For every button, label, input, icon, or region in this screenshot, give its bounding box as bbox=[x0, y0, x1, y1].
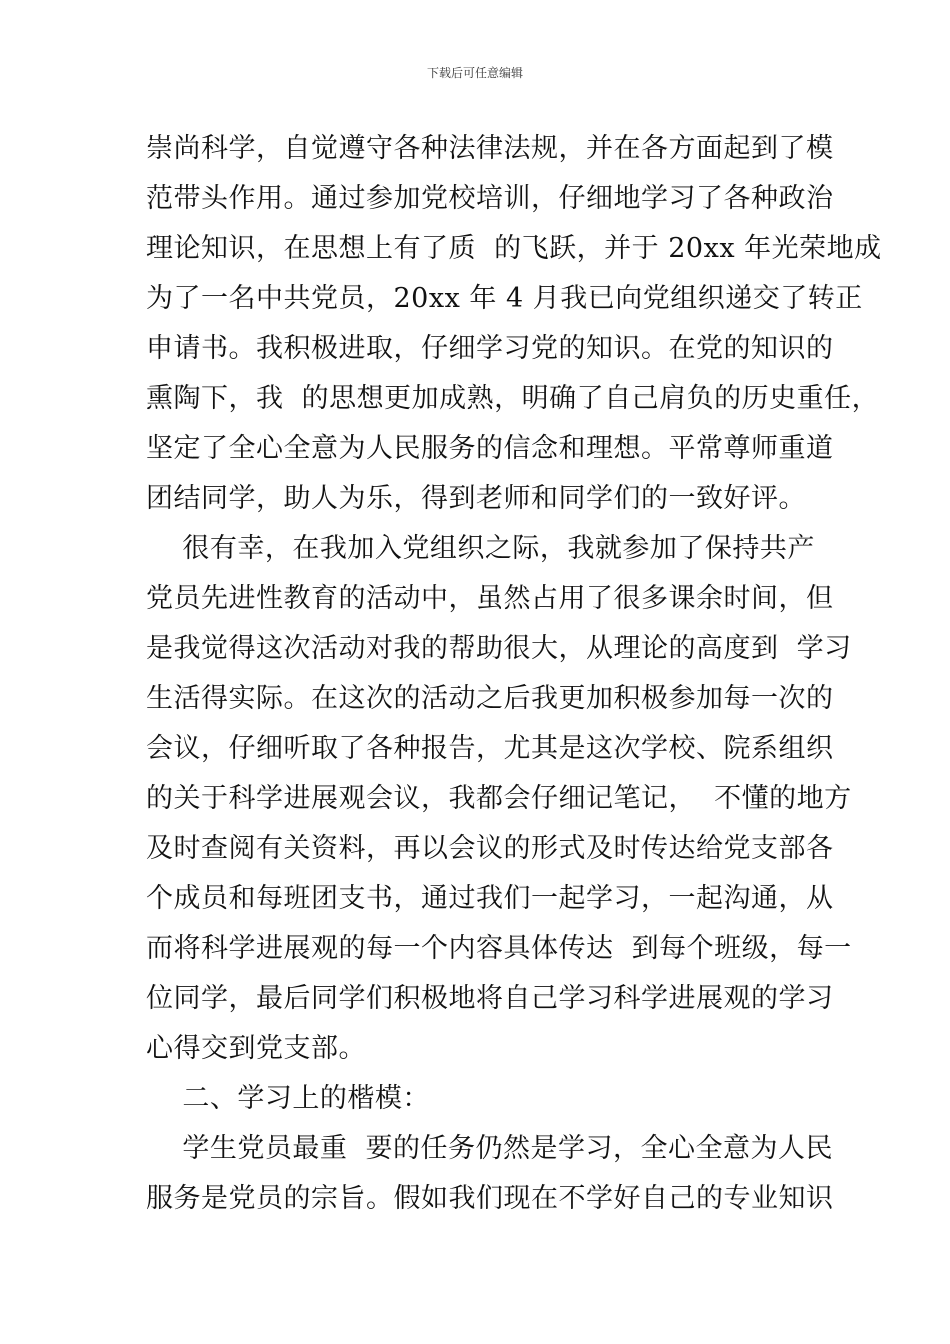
body-line: 及时查阅有关资料，再以会议的形式及时传达给党支部各 bbox=[146, 833, 834, 864]
body-line: 崇尚科学，自觉遵守各种法律法规，并在各方面起到了模 bbox=[146, 133, 834, 164]
body-line: 服务是党员的宗旨。假如我们现在不学好自己的专业知识 bbox=[146, 1183, 834, 1214]
body-line: 党员先进性教育的活动中，虽然占用了很多课余时间，但 bbox=[146, 583, 834, 614]
body-line: 为了一名中共党员，20xx 年 4 月我已向党组织递交了转正 bbox=[146, 283, 863, 314]
body-line: 生活得实际。在这次的活动之后我更加积极参加每一次的 bbox=[146, 683, 834, 714]
page-header: 下载后可任意编辑 bbox=[426, 66, 523, 80]
document-body bbox=[146, 124, 882, 1224]
body-line: 团结同学，助人为乐，得到老师和同学们的一致好评。 bbox=[146, 483, 806, 514]
body-line: 会议，仔细听取了各种报告，尤其是这次学校、院系组织 bbox=[146, 733, 834, 764]
body-line: 坚定了全心全意为人民服务的信念和理想。平常尊师重道 bbox=[146, 433, 834, 464]
body-line: 而将科学进展观的每一个内容具体传达 到每个班级，每一 bbox=[146, 933, 852, 964]
body-line: 位同学，最后同学们积极地将自己学习科学进展观的学习 bbox=[146, 983, 834, 1014]
body-line: 理论知识，在思想上有了质 的飞跃，并于 20xx 年光荣地成 bbox=[146, 233, 882, 264]
body-line: 范带头作用。通过参加党校培训，仔细地学习了各种政治 bbox=[146, 183, 834, 214]
body-line: 熏陶下，我 的思想更加成熟，明确了自己肩负的历史重任， bbox=[146, 383, 880, 414]
body-line: 申请书。我积极进取，仔细学习党的知识。在党的知识的 bbox=[146, 333, 834, 364]
body-line: 的关于科学进展观会议，我都会仔细记笔记， 不懂的地方 bbox=[146, 783, 852, 814]
paragraph-start-line: 学生党员最重 要的任务仍然是学习，全心全意为人民 bbox=[146, 1133, 833, 1164]
body-line: 是我觉得这次活动对我的帮助很大，从理论的高度到 学习 bbox=[146, 633, 852, 664]
paragraph-start-line: 很有幸，在我加入党组织之际，我就参加了保持共产 bbox=[146, 533, 815, 564]
body-line: 心得交到党支部。 bbox=[146, 1033, 366, 1064]
body-line: 个成员和每班团支书，通过我们一起学习，一起沟通，从 bbox=[146, 883, 834, 914]
section-heading: 二、学习上的楷模： bbox=[146, 1083, 430, 1114]
